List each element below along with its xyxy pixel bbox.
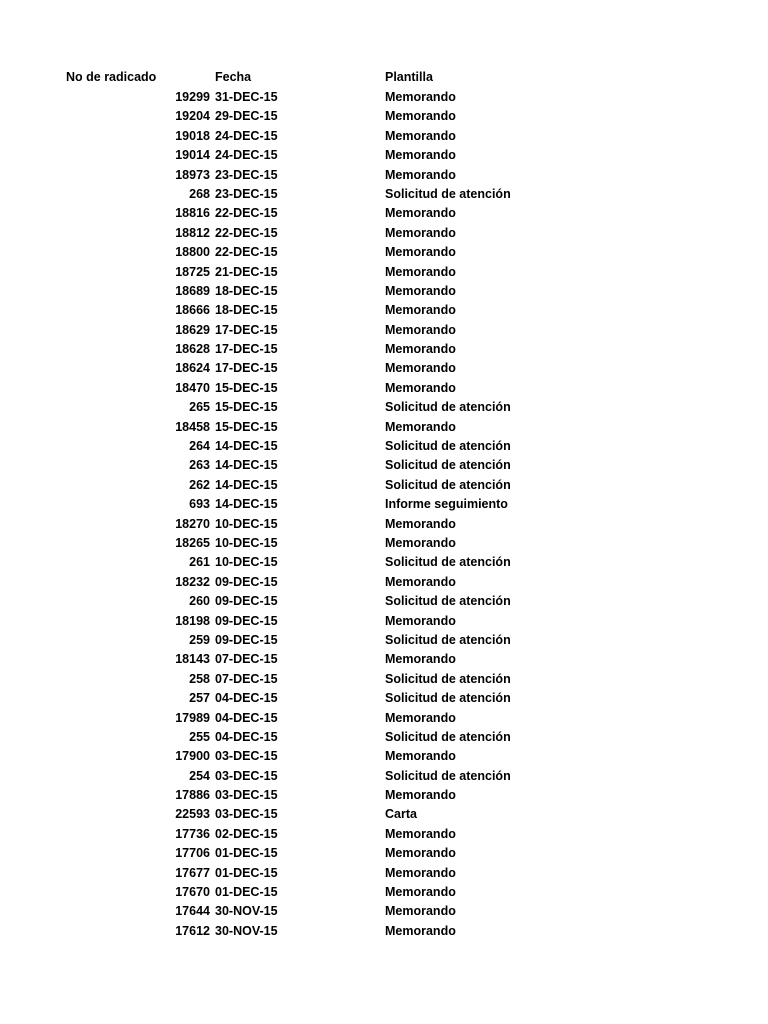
- fecha-cell: 01-DEC-15: [215, 865, 278, 880]
- fecha-cell: 30-NOV-15: [215, 923, 278, 938]
- fecha-cell: 07-DEC-15: [215, 652, 278, 667]
- fecha-cell: 22-DEC-15: [215, 245, 278, 260]
- plantilla-cell: Memorando: [385, 380, 456, 395]
- header-no-de-radicado: No de radicado: [66, 70, 157, 84]
- plantilla-cell: Carta: [385, 807, 417, 822]
- table-row: [0, 786, 768, 805]
- plantilla-cell: Memorando: [385, 885, 456, 900]
- table-row: [0, 146, 768, 165]
- fecha-cell: 15-DEC-15: [215, 400, 278, 415]
- fecha-cell: 21-DEC-15: [215, 264, 278, 279]
- fecha-cell: 04-DEC-15: [215, 691, 278, 706]
- radicado-cell: 257: [189, 691, 210, 706]
- plantilla-cell: Solicitud de atención: [385, 632, 511, 647]
- table-row: [0, 321, 768, 340]
- fecha-cell: 03-DEC-15: [215, 807, 278, 822]
- fecha-cell: 03-DEC-15: [215, 749, 278, 764]
- radicado-cell: 18725: [175, 264, 210, 279]
- plantilla-cell: Solicitud de atención: [385, 186, 511, 201]
- radicado-cell: 258: [189, 671, 210, 686]
- fecha-cell: 04-DEC-15: [215, 729, 278, 744]
- fecha-cell: 31-DEC-15: [215, 90, 278, 104]
- header-fecha: Fecha: [215, 70, 252, 84]
- table-row: [0, 825, 768, 844]
- radicado-cell: 17900: [175, 749, 210, 764]
- plantilla-cell: Memorando: [385, 225, 456, 240]
- radicado-cell: 18689: [175, 283, 210, 298]
- plantilla-cell: Memorando: [385, 303, 456, 318]
- fecha-cell: 22-DEC-15: [215, 206, 278, 221]
- radicado-cell: 18800: [175, 245, 210, 260]
- radicado-cell: 18816: [175, 206, 210, 221]
- radicado-cell: 18458: [175, 419, 210, 434]
- fecha-cell: 23-DEC-15: [215, 186, 278, 201]
- plantilla-cell: Informe seguimiento: [385, 497, 508, 512]
- table-row: [0, 844, 768, 863]
- radicado-cell: 255: [189, 729, 210, 744]
- radicado-cell: 17736: [175, 826, 210, 841]
- radicado-cell: 254: [189, 768, 210, 783]
- fecha-cell: 01-DEC-15: [215, 846, 278, 861]
- plantilla-cell: Solicitud de atención: [385, 555, 511, 570]
- plantilla-cell: Memorando: [385, 128, 456, 143]
- radicado-cell: 18143: [175, 652, 210, 667]
- plantilla-cell: Memorando: [385, 710, 456, 725]
- table-row: [0, 553, 768, 572]
- plantilla-cell: Solicitud de atención: [385, 768, 511, 783]
- table-body: [0, 88, 768, 941]
- fecha-cell: 09-DEC-15: [215, 594, 278, 609]
- plantilla-cell: Memorando: [385, 904, 456, 919]
- radicado-cell: 22593: [175, 807, 210, 822]
- radicado-cell: 19299: [175, 90, 210, 104]
- table-row: [0, 573, 768, 592]
- plantilla-cell: Memorando: [385, 167, 456, 182]
- table-row: [0, 456, 768, 475]
- table-row: [0, 379, 768, 398]
- table-row: [0, 418, 768, 437]
- fecha-cell: 09-DEC-15: [215, 613, 278, 628]
- plantilla-cell: Solicitud de atención: [385, 594, 511, 609]
- table-row: [0, 767, 768, 786]
- table-row: [0, 612, 768, 631]
- plantilla-cell: Memorando: [385, 148, 456, 163]
- fecha-cell: 23-DEC-15: [215, 167, 278, 182]
- plantilla-cell: Memorando: [385, 846, 456, 861]
- plantilla-cell: Memorando: [385, 264, 456, 279]
- fecha-cell: 17-DEC-15: [215, 322, 278, 337]
- table-row: [0, 398, 768, 417]
- radicado-cell: 264: [189, 439, 210, 454]
- fecha-cell: 29-DEC-15: [215, 109, 278, 124]
- fecha-cell: 02-DEC-15: [215, 826, 278, 841]
- plantilla-cell: Memorando: [385, 788, 456, 803]
- table-row: [0, 864, 768, 883]
- fecha-cell: 07-DEC-15: [215, 671, 278, 686]
- table-row: [0, 631, 768, 650]
- fecha-cell: 30-NOV-15: [215, 904, 278, 919]
- fecha-cell: 09-DEC-15: [215, 574, 278, 589]
- table-row: [0, 592, 768, 611]
- fecha-cell: 17-DEC-15: [215, 342, 278, 357]
- fecha-cell: 03-DEC-15: [215, 768, 278, 783]
- table-row: [0, 437, 768, 456]
- fecha-cell: 03-DEC-15: [215, 788, 278, 803]
- plantilla-cell: Memorando: [385, 865, 456, 880]
- radicado-cell: 18973: [175, 167, 210, 182]
- plantilla-cell: Memorando: [385, 749, 456, 764]
- table-row: [0, 88, 768, 107]
- fecha-cell: 24-DEC-15: [215, 128, 278, 143]
- plantilla-cell: Memorando: [385, 361, 456, 376]
- radicado-cell: 17670: [175, 885, 210, 900]
- plantilla-cell: Solicitud de atención: [385, 477, 511, 492]
- table-row: [0, 301, 768, 320]
- table-row: [0, 224, 768, 243]
- radicado-cell: 18629: [175, 322, 210, 337]
- radicado-cell: 17886: [175, 788, 210, 803]
- fecha-cell: 10-DEC-15: [215, 516, 278, 531]
- table-row: [0, 709, 768, 728]
- plantilla-cell: Memorando: [385, 535, 456, 550]
- plantilla-cell: Solicitud de atención: [385, 691, 511, 706]
- plantilla-cell: Memorando: [385, 206, 456, 221]
- table-row: [0, 263, 768, 282]
- fecha-cell: 18-DEC-15: [215, 283, 278, 298]
- table-row: [0, 883, 768, 902]
- table-row: [0, 107, 768, 126]
- fecha-cell: 14-DEC-15: [215, 458, 278, 473]
- table-row: [0, 902, 768, 921]
- table-row: [0, 515, 768, 534]
- radicado-cell: 262: [189, 477, 210, 492]
- radicado-cell: 19204: [175, 109, 210, 124]
- radicado-cell: 17644: [175, 904, 210, 919]
- fecha-cell: 10-DEC-15: [215, 555, 278, 570]
- plantilla-cell: Memorando: [385, 322, 456, 337]
- fecha-cell: 01-DEC-15: [215, 885, 278, 900]
- radicado-cell: 268: [189, 186, 210, 201]
- radicado-cell: 18812: [175, 225, 210, 240]
- radicado-cell: 260: [189, 594, 210, 609]
- plantilla-cell: Memorando: [385, 90, 456, 104]
- header-plantilla: Plantilla: [385, 70, 433, 84]
- fecha-cell: 09-DEC-15: [215, 632, 278, 647]
- table-row: [0, 185, 768, 204]
- plantilla-cell: Memorando: [385, 826, 456, 841]
- radicado-cell: 18666: [175, 303, 210, 318]
- fecha-cell: 10-DEC-15: [215, 535, 278, 550]
- table-row: [0, 476, 768, 495]
- radicado-cell: 18198: [175, 613, 210, 628]
- plantilla-cell: Memorando: [385, 613, 456, 628]
- fecha-cell: 15-DEC-15: [215, 380, 278, 395]
- plantilla-cell: Memorando: [385, 342, 456, 357]
- plantilla-cell: Solicitud de atención: [385, 400, 511, 415]
- fecha-cell: 24-DEC-15: [215, 148, 278, 163]
- table-row: [0, 340, 768, 359]
- radicado-cell: 265: [189, 400, 210, 415]
- table-row: [0, 359, 768, 378]
- radicado-cell: 17677: [175, 865, 210, 880]
- radicado-cell: 18470: [175, 380, 210, 395]
- table-row: [0, 670, 768, 689]
- radicado-cell: 259: [189, 632, 210, 647]
- radicado-cell: 17989: [175, 710, 210, 725]
- table-row: [0, 127, 768, 146]
- plantilla-cell: Memorando: [385, 923, 456, 938]
- radicados-table: [0, 68, 768, 941]
- plantilla-cell: Memorando: [385, 245, 456, 260]
- fecha-cell: 17-DEC-15: [215, 361, 278, 376]
- plantilla-cell: Solicitud de atención: [385, 671, 511, 686]
- table-header-row: [0, 68, 768, 88]
- fecha-cell: 22-DEC-15: [215, 225, 278, 240]
- table-row: [0, 747, 768, 766]
- table-row: [0, 204, 768, 223]
- plantilla-cell: Solicitud de atención: [385, 439, 511, 454]
- fecha-cell: 14-DEC-15: [215, 497, 278, 512]
- fecha-cell: 04-DEC-15: [215, 710, 278, 725]
- fecha-cell: 18-DEC-15: [215, 303, 278, 318]
- plantilla-cell: Memorando: [385, 419, 456, 434]
- table-row: [0, 922, 768, 941]
- table-row: [0, 166, 768, 185]
- table-row: [0, 805, 768, 824]
- plantilla-cell: Solicitud de atención: [385, 729, 511, 744]
- plantilla-cell: Memorando: [385, 109, 456, 124]
- table-row: [0, 243, 768, 262]
- radicado-cell: 17706: [175, 846, 210, 861]
- radicado-cell: 18624: [175, 361, 210, 376]
- radicado-cell: 263: [189, 458, 210, 473]
- table-row: [0, 650, 768, 669]
- table-row: [0, 534, 768, 553]
- radicado-cell: 261: [189, 555, 210, 570]
- plantilla-cell: Memorando: [385, 516, 456, 531]
- fecha-cell: 14-DEC-15: [215, 477, 278, 492]
- radicado-cell: 19014: [175, 148, 210, 163]
- radicado-cell: 693: [189, 497, 210, 512]
- radicado-cell: 17612: [175, 923, 210, 938]
- plantilla-cell: Memorando: [385, 283, 456, 298]
- fecha-cell: 15-DEC-15: [215, 419, 278, 434]
- fecha-cell: 14-DEC-15: [215, 439, 278, 454]
- table-row: [0, 495, 768, 514]
- table-row: [0, 728, 768, 747]
- radicado-cell: 18270: [175, 516, 210, 531]
- radicado-cell: 19018: [175, 128, 210, 143]
- plantilla-cell: Memorando: [385, 574, 456, 589]
- radicado-cell: 18232: [175, 574, 210, 589]
- radicado-cell: 18265: [175, 535, 210, 550]
- radicado-cell: 18628: [175, 342, 210, 357]
- plantilla-cell: Memorando: [385, 652, 456, 667]
- plantilla-cell: Solicitud de atención: [385, 458, 511, 473]
- table-row: [0, 282, 768, 301]
- table-row: [0, 689, 768, 708]
